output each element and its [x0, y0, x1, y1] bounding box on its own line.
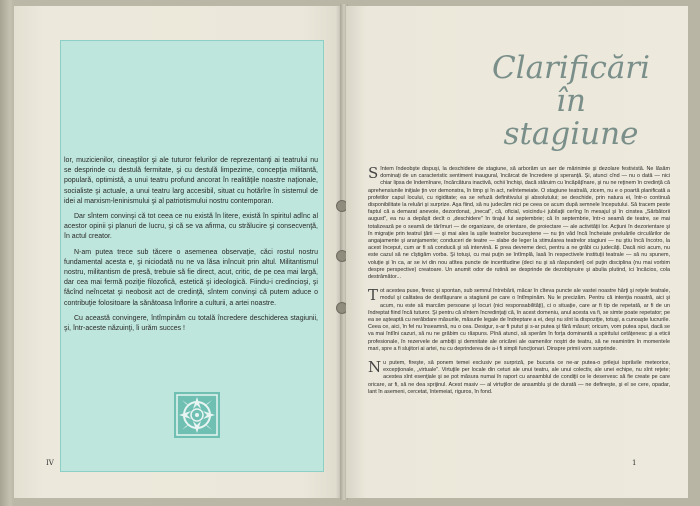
- paragraph: Cu această convingere, întîmpinăm cu totală încredere deschiderea stagiunii, şi, într-aceste năzuinţi, îi urăm succes !: [64, 314, 318, 333]
- page-title: [466, 52, 676, 151]
- left-page: [14, 6, 342, 498]
- paragraph: [368, 166, 670, 281]
- dropcap: S: [368, 164, 379, 182]
- paragraph-body: întem îndeobşte dispuşi, la deschidere de stagiune, să arborăm un aer de mărinimie şi dezolare festivistă. Ne lăsăm dominaţi de un caracteristic sentiment inaugural, încărcat de încredere şi speranţă. Şi, atunci cînd — nu o dată — nici chiar lipsa de îndemînare, încărcătura inactivă, ochii închişi, dacă stăruim cu încăpăţînare, şi nu ne reţinem în credinţă că aprehensiunile iniţiale ţin vor demonstra, în timp şi în act, neîntemeiate. O stagiune teatrală, zicem, nu e o poartă planificată a profetilor capul locului, cu rigiditate; ea se refuză definitivului şi absolutului; se deschide, prin natura ei, într-o continuă disponibilitate la reluări şi surprize. Aşa fiind, să nu judecăm nici pe ceea ce acum după semnele începutului. Să tracem peste faptul că a demarat anevoie, dezordonat, „inecat", că, oficial, voicindu-i jubilaţii cerîng în mesajul şi în cinstea „Sărbătorii august", ea nu a depăşit decît o „deschidere" în tirajul lui septembrie; că în septembrie, într-o seamă de teatre, se mai totalizează pe o seamă de tărîmuri — de organizare, de orientare, de proiectare — ale activităţii lor. Acţiuni în dezorientare şi în migraţie prin teatrul ţării — şi mai ales la ușile teatrelor bucureştene — nu ţin văd încă încheiate preluările circulărilor de angajamente şi aranjamente; conduceri de teatre — slabe de leger la stimularea teatrelor stagiuni — nu ştiu încă încotro, la acest început, cum ar fi să conducă şi să intervină. E prea devreme deci, pentru a ne grăbi cu judecăţi. Dacă nici acum, nu este cazul să ne cîştigăm vorba. Şi totuşi, cu mai puţin se întîmplă, lasă în respectivele instituţii teatrale — să nu spunem, voluţie şi în ca, ar se ivi din nou atîtea puncte de incertitudine (deci nu şi să răspunderi) cel puţin disciplina (nu mai vorbim despre perspective) creatoare. Un anumit odor de rutină se desprinde de dezobişnuire şi abulia plutind, ici încăcios, cola destrămător...: [368, 166, 670, 281]
- title-line: stagiune: [503, 116, 639, 152]
- right-page-text: [368, 166, 670, 403]
- paragraph: N-am putea trece sub tăcere o asemenea observaţie, căci rostul nostru fundamental acesta e, şi niciodată nu ne va lăsa inîncuit prin altul. Militantismul nostru, militantism de presă, trebuie să fie direct, acut, critic, de pe cea mai largă, dar cea mai fermă poziţie filozofică, estetică şi ideologică. Fiindu-i credincioşi, şi făcînd neîncetat şi neobosit act de credinţă, sîntem convinşi că putem aduce o contribuţie folositoare la sănătoasa înflorire a culturii, a artei noastre.: [64, 248, 318, 307]
- dropcap: N: [368, 358, 382, 377]
- dropcap: T: [368, 286, 379, 305]
- decorative-rosette-icon: [173, 391, 221, 439]
- right-page: [346, 6, 688, 498]
- title-line: Clarificări: [491, 50, 651, 86]
- left-page-text: [64, 156, 318, 339]
- paragraph-body: u putem, fireşte, să ponem temei exclusiv pe surpriză, pe bucuria ce ne-ar putea-o prilejui isprăvile meteorice, excepţionale, „virtuale". Virtuţile per locale din ceturi ale unui teatru, ale unui colectiv, ale unei echipe, nu sînt reţete; acestea sînt esenţiale şi se pot măsura numai în raport cu ansamblul de condiţii ce le deservesc să fie create pe care oricare, ar fi, să ne dea sprijinul. Acest masiv — al virtuţilor de ansamblu şi de durată — ne defineşte, şi el se cere, opadar, lant în asemeni, cercetat, întemeiat, riguros, în fond.: [368, 360, 670, 395]
- page-number: IV: [46, 459, 54, 467]
- page-number: 1: [632, 459, 637, 467]
- paragraph: [368, 288, 670, 353]
- paragraph: lor, muzicienilor, cineaştilor şi ale tuturor felurilor de reprezentanţi ai teatrului nu se desprinde cu destulă fermitate, şi cu destulă limpezime, concepţia militantă, populară, optimistă, a unui teatru profund ancorat în realităţile noastre naţionale, socialiste şi actuale, a unui teatru larg accesibil, situat cu hotărîre în sistemul de idei al marxism-leninismului şi al patriotismului nostru contemporan.: [64, 157, 318, 205]
- title-line: în: [556, 83, 586, 119]
- paragraph: Dar sîntem convinşi că tot ceea ce nu există în litere, există în spiritul adînc al acestor opinii şi planuri de lucru, şi că se va afirma, cu strălucire şi consecvenţă, în actul creator.: [64, 213, 318, 241]
- paragraph-body: ot acestea puse, firesc şi spontan, sub semnul întrebării, măcar în cîteva puncte ale vastei noastre hărţi şi reţele teatrale, modul şi calitatea de desfăşurare a stagiunii pe care o întîmpinăm. Nu le precizăm. Pentru că intenţia noastră, aici şi acum, nu este să marcăm persoane şi locuri (nici responsabilităţi), ci o situaţie, care ar fi tip de repetată, ar fi de un îndreptat fiind încă tuturor. Şi pentru că sîntem încredinţaţi că, în acest domeniu, anul acesta va fi, se simte poate repetator; pe ea se aşteaptă cu nerăbdare măsurile, măsurile legale de îndreptare a ei, deşi nu sînt la dispoziţie, totuşi, a cunoaşte lucrurile. Ceea ce, aici, în fel nu înseamnă, nu o cea. Desigur, s-ar fi putut şi s-ar putea şi fără măsuri; oricum, vom putea spui, dacă se va mai întîlni cazuri, să nu ne grăbim cu răspuns. Pînă atunci, să sperăm în forţa dominantă a spiritului cetăţenesc şi a eticii profesionale, în rezervele de ambiţii şi demnitate ale oricărei ale oamenilor noştri de teatru, să ne reamintim în momentele mari, spre a fi slujitori ai artei, nu cu deprinderea de a-i fi simpli funcţionari. Dinspre primii vom surprinde.: [368, 288, 670, 352]
- paragraph: [368, 360, 670, 396]
